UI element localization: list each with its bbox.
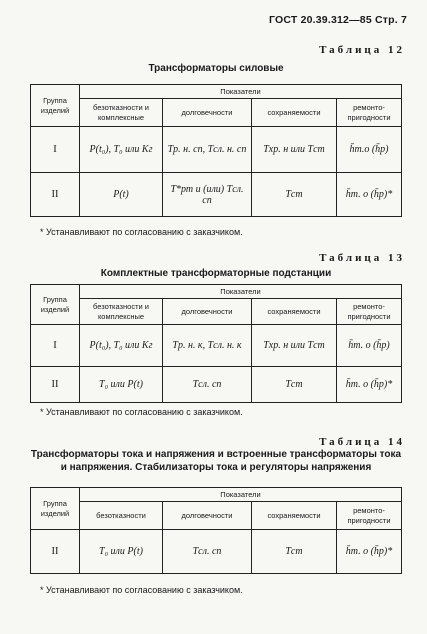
- table-cell: P(t₀), T₀ или Kг: [80, 127, 163, 173]
- table-cell: Tсл. сп: [163, 367, 252, 403]
- table-14: [30, 487, 402, 574]
- table-cell: P(t₀), T₀ или Kг: [80, 325, 163, 367]
- col-header: безотказности и комплексные: [80, 299, 163, 325]
- col-header: долговечности: [163, 99, 252, 127]
- table-cell: Tхр. н или Tст: [252, 325, 337, 367]
- table-cell: Tст: [252, 173, 337, 217]
- indicators-header: Показатели: [80, 285, 402, 299]
- group-cell: II: [31, 367, 80, 403]
- col-header: ремонто-пригодности: [337, 502, 402, 530]
- table-cell: Tст: [252, 530, 337, 574]
- group-cell: II: [31, 173, 80, 217]
- col-header: долговечности: [163, 502, 252, 530]
- group-header: Группа изделий: [31, 285, 80, 325]
- table-row: [31, 127, 402, 173]
- table-12-title: Трансформаторы силовые: [148, 63, 284, 74]
- table-row: [31, 325, 402, 367]
- col-header: долговечности: [163, 299, 252, 325]
- table-12-footnote: * Устанавливают по согласованию с заказчиком.: [40, 227, 243, 237]
- group-cell: I: [31, 325, 80, 367]
- group-header: Группа изделий: [31, 85, 80, 127]
- table-row: [31, 173, 402, 217]
- table-cell: T₀ или P(t): [80, 530, 163, 574]
- table-cell: Tхр. н или Tст: [252, 127, 337, 173]
- table-cell: h̄т.о (h̄р): [337, 127, 402, 173]
- col-header: сохраняемости: [252, 99, 337, 127]
- table-cell: h̄т. о (h̄р)*: [337, 530, 402, 574]
- col-header: сохраняемости: [252, 299, 337, 325]
- indicators-header: Показатели: [80, 488, 402, 502]
- table-cell: Tст: [252, 367, 337, 403]
- table-cell: Tр. н. сп, Tсл. н. сп: [163, 127, 252, 173]
- page-header: ГОСТ 20.39.312—85 Стр. 7: [268, 14, 407, 26]
- table-13-title: Комплектные трансформаторные подстанции: [100, 268, 332, 279]
- table-row: [31, 530, 402, 574]
- table-cell: Tсл. сп: [163, 530, 252, 574]
- table-cell: Tр. н. к, Tсл. н. к: [163, 325, 252, 367]
- table-cell: h̄т. о (h̄р)*: [337, 367, 402, 403]
- table-row: [31, 367, 402, 403]
- table-14-footnote: * Устанавливают по согласованию с заказчиком.: [40, 585, 243, 595]
- col-header: сохраняемости: [252, 502, 337, 530]
- col-header: ремонто-пригодности: [337, 299, 402, 325]
- table-cell: h̄т. о (h̄р)*: [337, 173, 402, 217]
- group-cell: I: [31, 127, 80, 173]
- col-header: ремонто-пригодности: [337, 99, 402, 127]
- table-12: [30, 84, 402, 217]
- table-12-label: Таблица 12: [319, 44, 405, 56]
- table-cell: P(t): [80, 173, 163, 217]
- col-header: безотказности и комплексные: [80, 99, 163, 127]
- col-header: безотказности: [80, 502, 163, 530]
- indicators-header: Показатели: [80, 85, 402, 99]
- table-cell: h̄т. о (h̄р): [337, 325, 402, 367]
- table-cell: T₀ или P(t): [80, 367, 163, 403]
- table-13-label: Таблица 13: [319, 252, 405, 264]
- table-13: [30, 284, 402, 403]
- group-header: Группа изделий: [31, 488, 80, 530]
- table-14-title: Трансформаторы тока и напряжения и встроенные трансформаторы тока и напряжения. Стабилизаторы тока и регуляторы напряжения: [30, 449, 402, 473]
- table-14-label: Таблица 14: [319, 436, 405, 448]
- group-cell: II: [31, 530, 80, 574]
- table-cell: T*рт и (или) Tсл. сп: [163, 173, 252, 217]
- table-13-footnote: * Устанавливают по согласованию с заказчиком.: [40, 407, 243, 417]
